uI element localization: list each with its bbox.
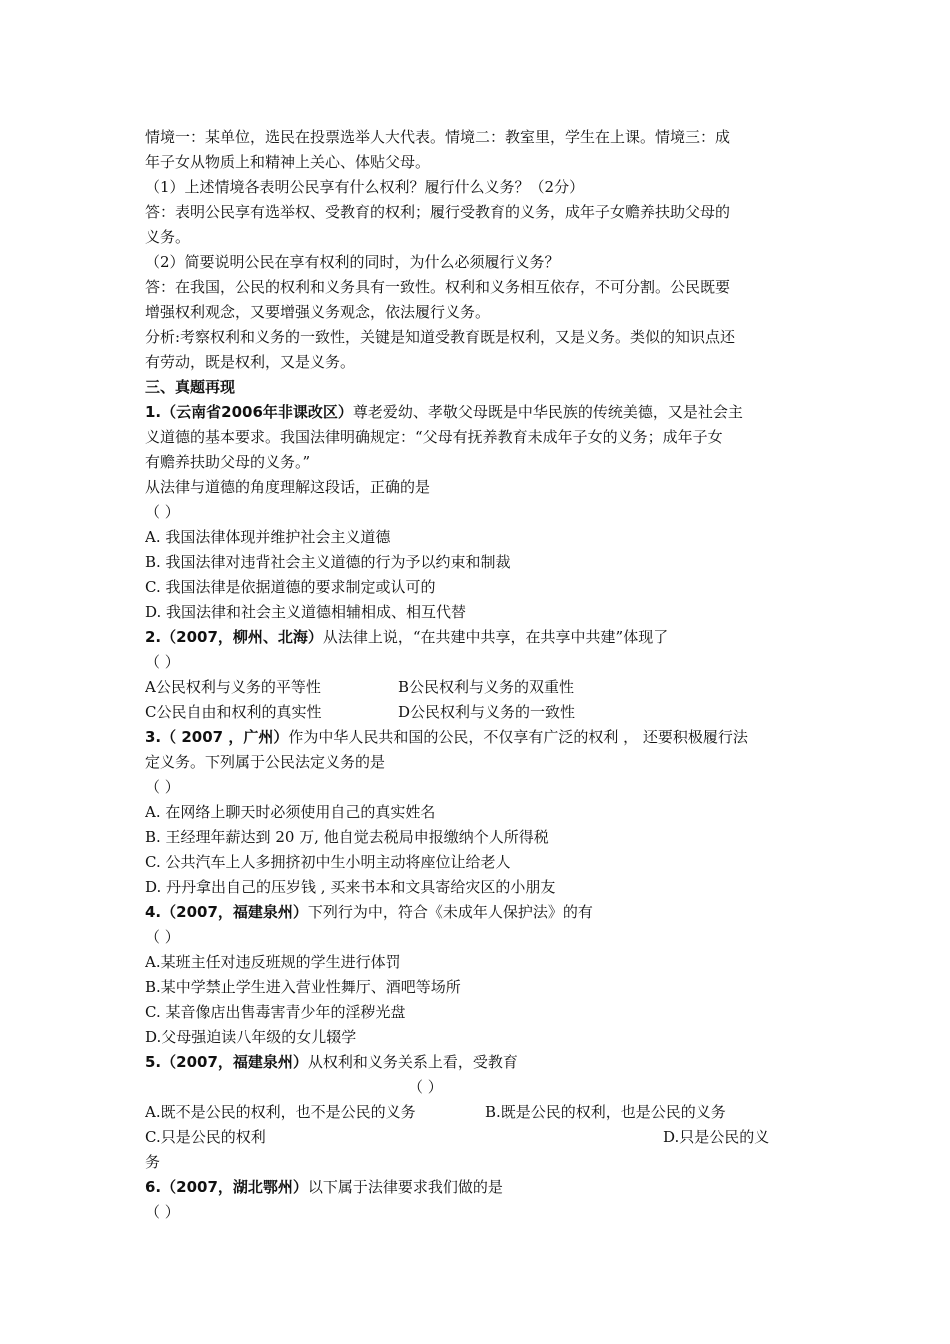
q3-answer-paren: （ ） (145, 778, 180, 796)
q1-answer-paren: （ ） (145, 503, 180, 521)
q1-option-b: B. 我国法律对违背社会主义道德的行为予以约束和制裁 (145, 553, 511, 571)
intro-analysis-line-2: 有劳动，既是权利，又是义务。 (145, 353, 356, 371)
q2-stem (145, 625, 810, 650)
q2-options-row-1 (145, 675, 810, 700)
q1-source: （云南省2006年非课改区） (161, 403, 353, 421)
q1-number: 1. (145, 403, 162, 421)
q1-stem-line-2: 义道德的基本要求。我国法律明确规定：“父母有抚养教育未成年子女的义务；成年子女 (145, 428, 723, 446)
q2-stem-text: 从法律上说，“在共建中共享，在共享中共建”体现了 (322, 628, 669, 646)
q4-number: 4. (145, 903, 162, 921)
intro-answer-1-line-2: 义务。 (145, 228, 191, 246)
q5-option-c: C.只是公民的权利 (145, 1128, 266, 1146)
q3-stem-line-1 (145, 725, 810, 750)
q3-source: （ 2007 ，广州） (161, 728, 289, 746)
q5-stem (145, 1050, 810, 1075)
q5-source: （2007，福建泉州） (161, 1053, 308, 1071)
q6-stem-text: 以下属于法律要求我们做的是 (307, 1178, 503, 1196)
q5-option-b: B.既是公民的权利，也是公民的义务 (485, 1103, 726, 1121)
q5-stem-text: 从权利和义务关系上看，受教育 (307, 1053, 518, 1071)
q4-stem (145, 900, 810, 925)
intro-analysis-line-1: 分析:考察权利和义务的一致性，关键是知道受教育既是权利，又是义务。类似的知识点还 (145, 328, 736, 346)
intro-question-1: （1）上述情境各表明公民享有什么权利？履行什么义务？（2分） (145, 178, 585, 196)
q1-option-a: A. 我国法律体现并维护社会主义道德 (145, 528, 391, 546)
q1-stem-text: 尊老爱幼、孝敬父母既是中华民族的传统美德，又是社会主 (352, 403, 743, 421)
section-title: 三、真题再现 (145, 378, 236, 396)
q2-answer-paren: （ ） (145, 653, 180, 671)
q6-source: （2007，湖北鄂州） (161, 1178, 308, 1196)
q5-number: 5. (145, 1053, 162, 1071)
intro-answer-2-line-1: 答：在我国，公民的权利和义务具有一致性。权利和义务相互依存，不可分割。公民既要 (145, 278, 731, 296)
q1-stem-line-3: 有赡养扶助父母的义务。” (145, 453, 311, 471)
intro-question-2: （2）简要说明公民在享有权利的同时，为什么必须履行义务？ (145, 253, 560, 271)
q6-answer-paren: （ ） (145, 1203, 180, 1221)
q3-option-a: A. 在网络上聊天时必须使用自己的真实姓名 (145, 803, 436, 821)
intro-line-2: 年子女从物质上和精神上关心、体贴父母。 (145, 153, 431, 171)
q3-stem-line-2: 定义务。下列属于公民法定义务的是 (145, 753, 386, 771)
q1-stem-line-4: 从法律与道德的角度理解这段话，正确的是 (145, 478, 431, 496)
q4-option-a: A.某班主任对违反班规的学生进行体罚 (145, 953, 401, 971)
q2-option-d: D公民权利与义务的一致性 (398, 703, 576, 721)
q5-options-row-2 (145, 1125, 810, 1150)
q5-option-d: D.只是公民的义 (663, 1128, 770, 1146)
q3-number: 3. (145, 728, 162, 746)
q6-stem (145, 1175, 810, 1200)
q3-stem-text: 作为中华人民共和国的公民，不仅享有广泛的权利 ， 还要积极履行法 (288, 728, 748, 746)
q1-stem-line-1 (145, 400, 810, 425)
q6-number: 6. (145, 1178, 162, 1196)
q5-answer-paren: （ ） (408, 1078, 443, 1096)
q3-option-c: C. 公共汽车上人多拥挤初中生小明主动将座位让给老人 (145, 853, 511, 871)
q3-option-d: D. 丹丹拿出自己的压岁钱 , 买来书本和文具寄给灾区的小朋友 (145, 878, 556, 896)
intro-line-1: 情境一：某单位，选民在投票选举人大代表。情境二：教室里，学生在上课。情境三：成 (145, 128, 731, 146)
q4-option-d: D.父母强迫读八年级的女儿辍学 (145, 1028, 357, 1046)
q1-option-c: C. 我国法律是依据道德的要求制定或认可的 (145, 578, 436, 596)
q1-option-d: D. 我国法律和社会主义道德相辅相成、相互代替 (145, 603, 467, 621)
q4-stem-text: 下列行为中，符合《未成年人保护法》的有 (307, 903, 593, 921)
q2-option-b: B公民权利与义务的双重性 (398, 678, 575, 696)
q2-options-row-2 (145, 700, 810, 725)
q2-number: 2. (145, 628, 162, 646)
q5-option-d-continued: 务 (145, 1153, 161, 1171)
q4-option-b: B.某中学禁止学生进入营业性舞厅、酒吧等场所 (145, 978, 461, 996)
q3-option-b: B. 王经理年薪达到 20 万, 他自觉去税局申报缴纳个人所得税 (145, 828, 549, 846)
q2-option-a: A公民权利与义务的平等性 (145, 678, 321, 696)
q4-source: （2007，福建泉州） (161, 903, 308, 921)
q5-option-a: A.既不是公民的权利，也不是公民的义务 (145, 1103, 416, 1121)
q5-options-row-1 (145, 1100, 810, 1125)
q2-option-c: C公民自由和权利的真实性 (145, 703, 322, 721)
intro-answer-2-line-2: 增强权利观念，又要增强义务观念，依法履行义务。 (145, 303, 491, 321)
q4-answer-paren: （ ） (145, 928, 180, 946)
q2-source: （2007，柳州、北海） (161, 628, 323, 646)
q4-option-c: C. 某音像店出售毒害青少年的淫秽光盘 (145, 1003, 406, 1021)
document-content (145, 125, 810, 1225)
intro-answer-1-line-1: 答：表明公民享有选举权、受教育的权利；履行受教育的义务，成年子女赡养扶助父母的 (145, 203, 731, 221)
